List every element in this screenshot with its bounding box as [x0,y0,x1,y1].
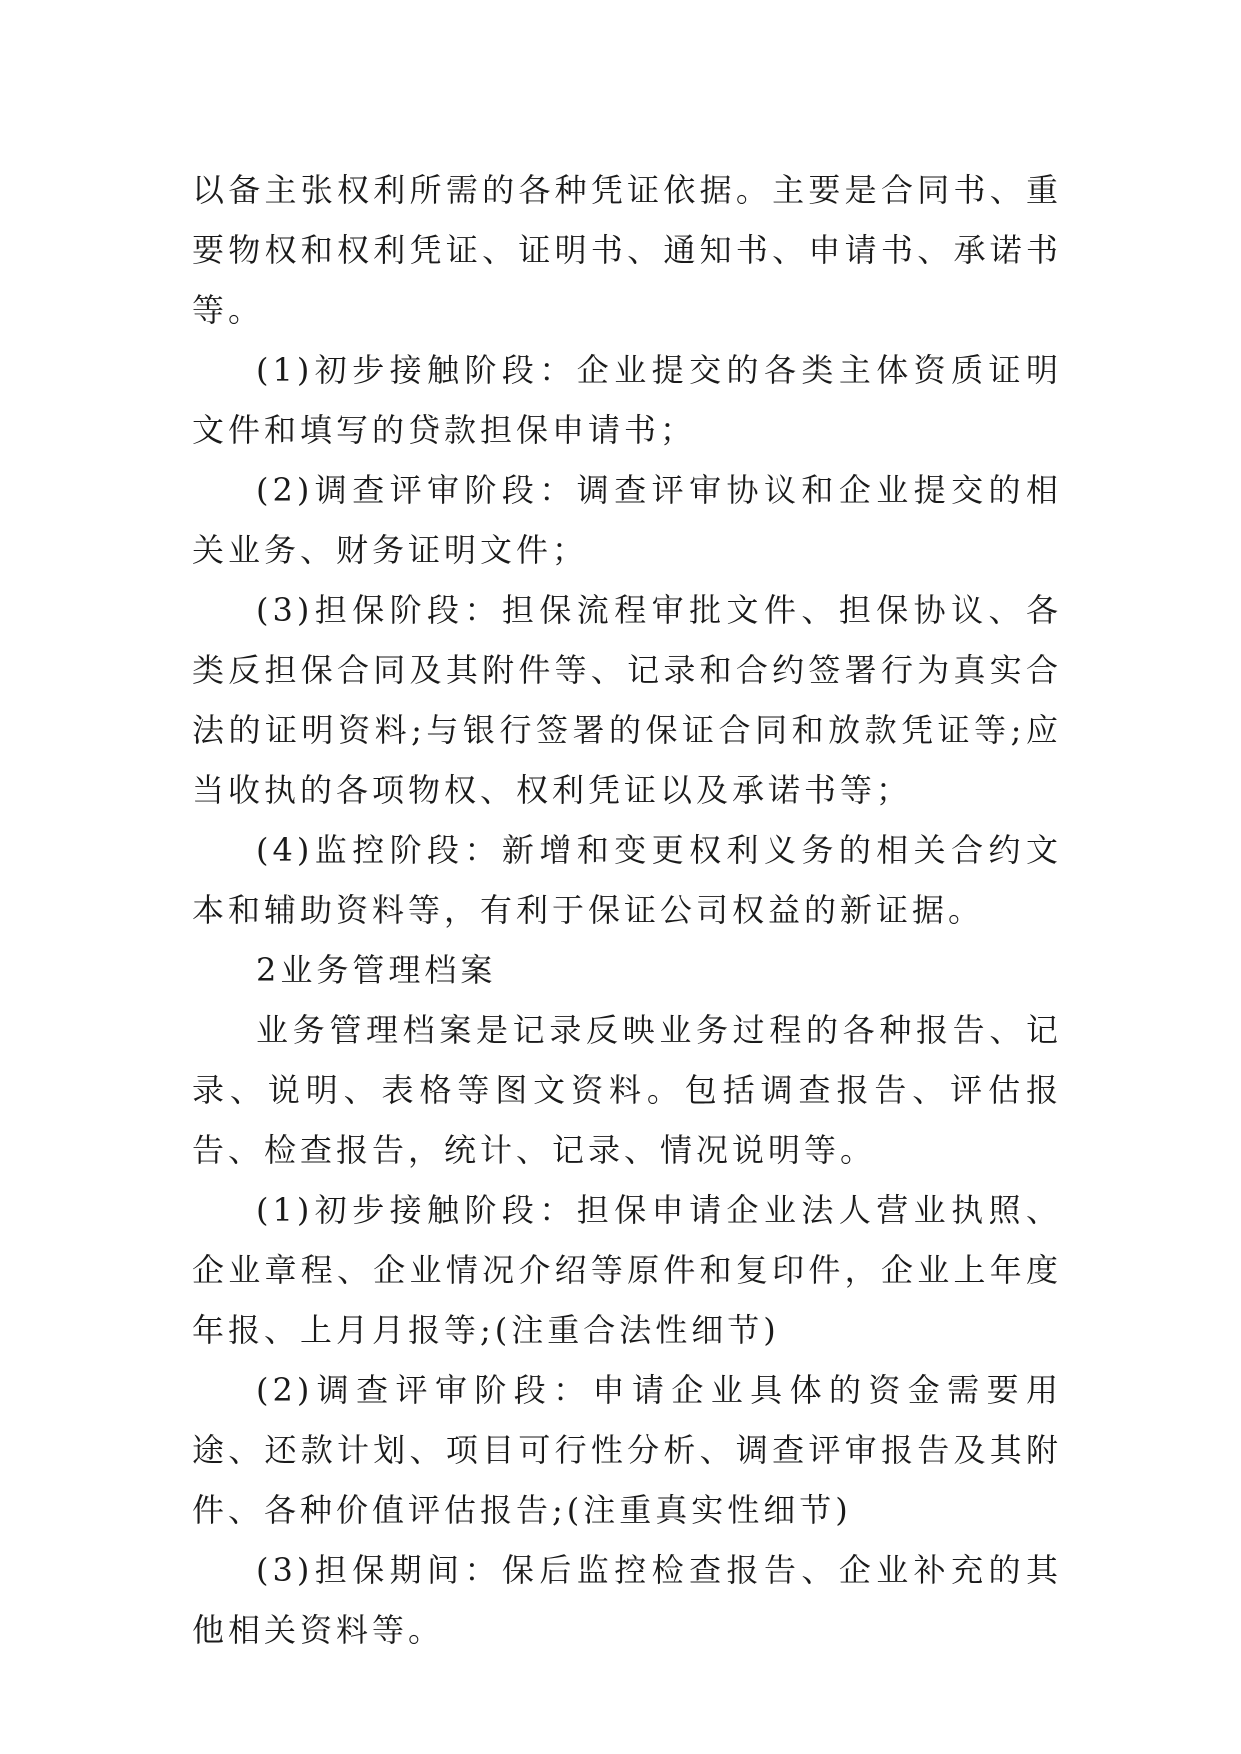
paragraph-archives-guarantee-period: (3)担保期间：保后监控检查报告、企业补充的其他相关资料等。 [192,1551,1062,1649]
paragraph-continuation: 以备主张权利所需的各种凭证依据。主要是合同书、重要物权和权利凭证、证明书、通知书、申请书、承诺书等。 [192,171,1062,329]
paragraph-archives-initial-contact: (1)初步接触阶段：担保申请企业法人营业执照、企业章程、企业情况介绍等原件和复印件，企业上年度年报、上月月报等;(注重合法性细节) [192,1191,1062,1349]
paragraph-initial-contact-stage: (1)初步接触阶段：企业提交的各类主体资质证明文件和填写的贷款担保申请书； [192,351,1062,449]
paragraph-monitoring-stage: (4)监控阶段：新增和变更权利义务的相关合约文本和辅助资料等，有利于保证公司权益的新证据。 [192,831,1062,929]
paragraph-business-archives-intro: 业务管理档案是记录反映业务过程的各种报告、记录、说明、表格等图文资料。包括调查报告、评估报告、检查报告，统计、记录、情况说明等。 [192,1011,1062,1169]
paragraph-archives-review-stage: (2)调查评审阶段：申请企业具体的资金需要用途、还款计划、项目可行性分析、调查评审报告及其附件、各种价值评估报告;(注重真实性细节) [192,1371,1062,1529]
section-heading-business-archives: 2业务管理档案 [256,951,497,989]
paragraph-guarantee-stage: (3)担保阶段：担保流程审批文件、担保协议、各类反担保合同及其附件等、记录和合约签署行为真实合法的证明资料;与银行签署的保证合同和放款凭证等;应当收执的各项物权、权利凭证以及承诺书等； [192,591,1062,809]
document-body [192,160,1062,1660]
paragraph-review-stage: (2)调查评审阶段：调查评审协议和企业提交的相关业务、财务证明文件； [192,471,1062,569]
